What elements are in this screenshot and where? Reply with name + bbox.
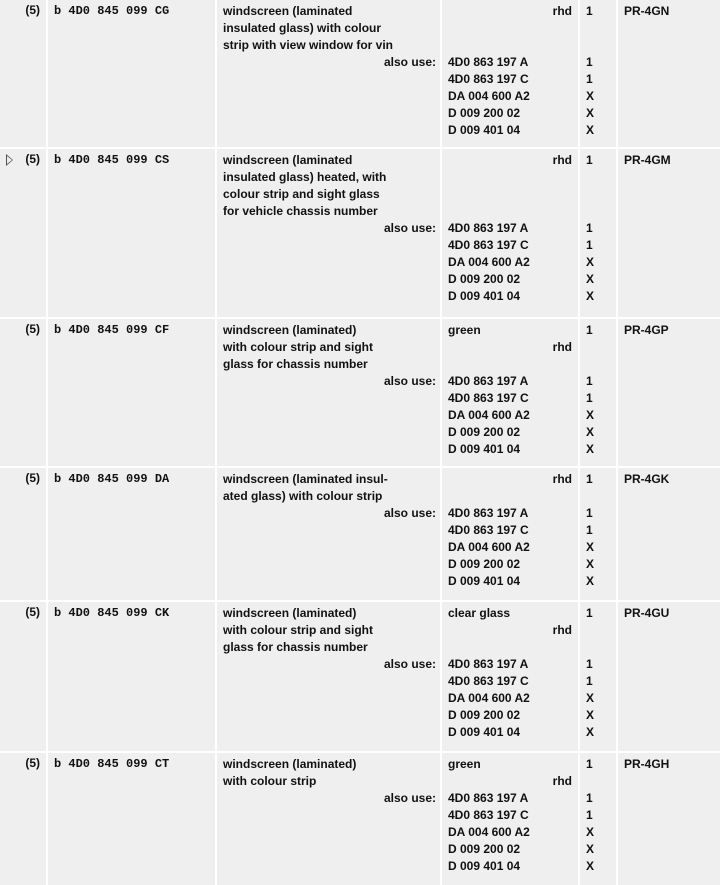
reference-quantity: X <box>586 825 595 839</box>
position-number: (5) <box>25 152 40 166</box>
spacer <box>586 203 616 220</box>
parts-row[interactable] <box>0 319 720 466</box>
description-line: strip with view window for vin <box>223 38 394 52</box>
pr-code: PR-4GM <box>624 153 671 167</box>
reference-quantity: X <box>586 272 595 286</box>
part-number-cell[interactable] <box>48 468 215 600</box>
note-cell <box>442 468 578 600</box>
reference-quantity: X <box>586 425 595 439</box>
note-cell <box>442 753 578 885</box>
selected-row-arrow-icon <box>6 154 13 166</box>
reference-quantity: 1 <box>586 657 593 671</box>
reference-quantity: 1 <box>586 523 593 537</box>
quantity: 1 <box>586 323 593 337</box>
reference-quantity: 1 <box>586 506 593 520</box>
description-line: windscreen (laminated <box>223 153 353 167</box>
reference-quantity: X <box>586 89 595 103</box>
reference-part-number: 4D0 863 197 C <box>448 72 529 86</box>
description-line: insulated glass) heated, with <box>223 170 387 184</box>
pr-code: PR-4GH <box>624 757 670 771</box>
reference-part-number: 4D0 863 197 C <box>448 523 529 537</box>
pr-code: PR-4GK <box>624 472 670 486</box>
also-use-label: also use: <box>383 374 436 388</box>
description-line: windscreen (laminated insul- <box>223 472 388 486</box>
reference-quantity: X <box>586 859 595 873</box>
parts-row[interactable] <box>0 468 720 600</box>
quantity: 1 <box>586 153 593 167</box>
rhd-note: rhd <box>552 340 572 354</box>
pr-code-cell <box>618 468 720 600</box>
pr-code-cell <box>618 0 720 147</box>
reference-part-number: 4D0 863 197 A <box>448 374 529 388</box>
reference-part-number: DA 004 600 A2 <box>448 825 530 839</box>
reference-quantity: 1 <box>586 221 593 235</box>
reference-part-number: D 009 200 02 <box>448 272 521 286</box>
description-cell <box>217 753 440 885</box>
reference-part-number: 4D0 863 197 A <box>448 221 529 235</box>
also-use-label: also use: <box>383 55 436 69</box>
pr-code-cell <box>618 319 720 466</box>
pr-code-cell <box>618 149 720 317</box>
note-cell <box>442 319 578 466</box>
description-cell <box>217 319 440 466</box>
spacer <box>586 639 616 656</box>
part-number-cell[interactable] <box>48 753 215 885</box>
parts-row[interactable] <box>0 753 720 885</box>
quantity: 1 <box>586 606 593 620</box>
parts-row[interactable] <box>0 0 720 147</box>
reference-quantity: X <box>586 540 595 554</box>
reference-part-number: D 009 200 02 <box>448 842 521 856</box>
reference-quantity: X <box>586 123 595 137</box>
description-cell <box>217 468 440 600</box>
pr-code-cell <box>618 602 720 751</box>
quantity-cell <box>580 0 616 147</box>
position-cell[interactable] <box>0 753 46 885</box>
position-cell[interactable] <box>0 319 46 466</box>
note-cell <box>442 0 578 147</box>
reference-quantity: 1 <box>586 791 593 805</box>
reference-part-number: D 009 200 02 <box>448 425 521 439</box>
reference-quantity: 1 <box>586 238 593 252</box>
part-number-cell[interactable] <box>48 602 215 751</box>
description-line: glass for chassis number <box>223 357 368 371</box>
description-line: for vehicle chassis number <box>223 204 378 218</box>
reference-part-number: DA 004 600 A2 <box>448 540 530 554</box>
also-use-label: also use: <box>383 221 436 235</box>
reference-quantity: X <box>586 255 595 269</box>
spacer <box>448 639 578 656</box>
reference-quantity: X <box>586 106 595 120</box>
description-line: windscreen (laminated) <box>223 606 357 620</box>
description-line: with colour strip and sight <box>223 340 373 354</box>
note-text: green <box>448 757 481 771</box>
position-cell[interactable] <box>0 149 46 317</box>
spacer <box>448 20 578 37</box>
part-number: b 4D0 845 099 DA <box>54 472 170 486</box>
reference-quantity: X <box>586 442 595 456</box>
position-number: (5) <box>25 471 40 485</box>
reference-part-number: 4D0 863 197 C <box>448 674 529 688</box>
reference-part-number: D 009 401 04 <box>448 442 521 456</box>
spacer <box>448 169 578 186</box>
part-number-cell[interactable] <box>48 149 215 317</box>
reference-quantity: 1 <box>586 374 593 388</box>
note-cell <box>442 602 578 751</box>
also-use-label: also use: <box>383 657 436 671</box>
part-number: b 4D0 845 099 CF <box>54 323 170 337</box>
note-text: green <box>448 323 481 337</box>
note-cell <box>442 149 578 317</box>
description-cell <box>217 149 440 317</box>
reference-quantity: X <box>586 842 595 856</box>
position-number: (5) <box>25 3 40 17</box>
reference-part-number: D 009 401 04 <box>448 123 521 137</box>
reference-part-number: DA 004 600 A2 <box>448 255 530 269</box>
reference-part-number: 4D0 863 197 A <box>448 657 529 671</box>
reference-part-number: D 009 200 02 <box>448 106 521 120</box>
spacer <box>448 356 578 373</box>
spacer <box>448 488 578 505</box>
spacer <box>586 186 616 203</box>
description-line: windscreen (laminated) <box>223 757 357 771</box>
position-number: (5) <box>25 605 40 619</box>
spacer <box>586 622 616 639</box>
part-number: b 4D0 845 099 CS <box>54 153 170 167</box>
spacer <box>586 339 616 356</box>
also-use-label: also use: <box>383 791 436 805</box>
reference-part-number: D 009 200 02 <box>448 557 521 571</box>
rhd-note: rhd <box>552 623 572 637</box>
part-number: b 4D0 845 099 CT <box>54 757 170 771</box>
quantity: 1 <box>586 4 593 18</box>
spacer <box>586 773 616 790</box>
spacer <box>586 20 616 37</box>
reference-part-number: D 009 200 02 <box>448 708 521 722</box>
reference-quantity: X <box>586 691 595 705</box>
rhd-note: rhd <box>552 153 572 167</box>
part-number-cell[interactable] <box>48 319 215 466</box>
description-line: glass for chassis number <box>223 640 368 654</box>
reference-quantity: 1 <box>586 674 593 688</box>
reference-part-number: DA 004 600 A2 <box>448 691 530 705</box>
position-cell[interactable] <box>0 602 46 751</box>
reference-quantity: X <box>586 408 595 422</box>
description-line: insulated glass) with colour <box>223 21 382 35</box>
reference-quantity: 1 <box>586 808 593 822</box>
part-number: b 4D0 845 099 CK <box>54 606 170 620</box>
quantity-cell <box>580 319 616 466</box>
reference-part-number: 4D0 863 197 A <box>448 791 529 805</box>
description-cell <box>217 0 440 147</box>
quantity-cell <box>580 468 616 600</box>
quantity-cell <box>580 602 616 751</box>
part-number-cell[interactable] <box>48 0 215 147</box>
spacer <box>586 37 616 54</box>
parts-row[interactable] <box>0 602 720 751</box>
spacer <box>448 203 578 220</box>
spacer <box>448 186 578 203</box>
reference-quantity: 1 <box>586 55 593 69</box>
reference-part-number: 4D0 863 197 C <box>448 238 529 252</box>
quantity-cell <box>580 149 616 317</box>
reference-part-number: D 009 401 04 <box>448 725 521 739</box>
also-use-label: also use: <box>383 506 436 520</box>
reference-part-number: 4D0 863 197 A <box>448 55 529 69</box>
description-line: ated glass) with colour strip <box>223 489 383 503</box>
reference-part-number: 4D0 863 197 C <box>448 808 529 822</box>
reference-part-number: D 009 401 04 <box>448 289 521 303</box>
position-cell[interactable] <box>0 0 46 147</box>
reference-part-number: D 009 401 04 <box>448 859 521 873</box>
description-cell <box>217 602 440 751</box>
spacer <box>448 37 578 54</box>
spacer <box>586 356 616 373</box>
pr-code: PR-4GN <box>624 4 670 18</box>
reference-quantity: X <box>586 289 595 303</box>
position-number: (5) <box>25 322 40 336</box>
pr-code: PR-4GP <box>624 323 669 337</box>
spacer <box>586 169 616 186</box>
rhd-note: rhd <box>552 774 572 788</box>
part-number: b 4D0 845 099 CG <box>54 4 170 18</box>
reference-quantity: X <box>586 557 595 571</box>
pr-code-cell <box>618 753 720 885</box>
reference-part-number: 4D0 863 197 A <box>448 506 529 520</box>
reference-quantity: 1 <box>586 72 593 86</box>
rhd-note: rhd <box>552 472 572 486</box>
reference-quantity: X <box>586 708 595 722</box>
description-line: windscreen (laminated <box>223 4 353 18</box>
description-line: with colour strip and sight <box>223 623 373 637</box>
reference-quantity: 1 <box>586 391 593 405</box>
position-cell[interactable] <box>0 468 46 600</box>
position-number: (5) <box>25 756 40 770</box>
parts-row[interactable] <box>0 149 720 317</box>
reference-quantity: X <box>586 725 595 739</box>
reference-part-number: D 009 401 04 <box>448 574 521 588</box>
quantity-cell <box>580 753 616 885</box>
reference-part-number: 4D0 863 197 C <box>448 391 529 405</box>
note-text: clear glass <box>448 606 511 620</box>
spacer <box>586 488 616 505</box>
description-line: colour strip and sight glass <box>223 187 380 201</box>
reference-part-number: DA 004 600 A2 <box>448 408 530 422</box>
rhd-note: rhd <box>552 4 572 18</box>
reference-quantity: X <box>586 574 595 588</box>
quantity: 1 <box>586 472 593 486</box>
pr-code: PR-4GU <box>624 606 670 620</box>
description-line: with colour strip <box>223 774 317 788</box>
quantity: 1 <box>586 757 593 771</box>
reference-part-number: DA 004 600 A2 <box>448 89 530 103</box>
description-line: windscreen (laminated) <box>223 323 357 337</box>
